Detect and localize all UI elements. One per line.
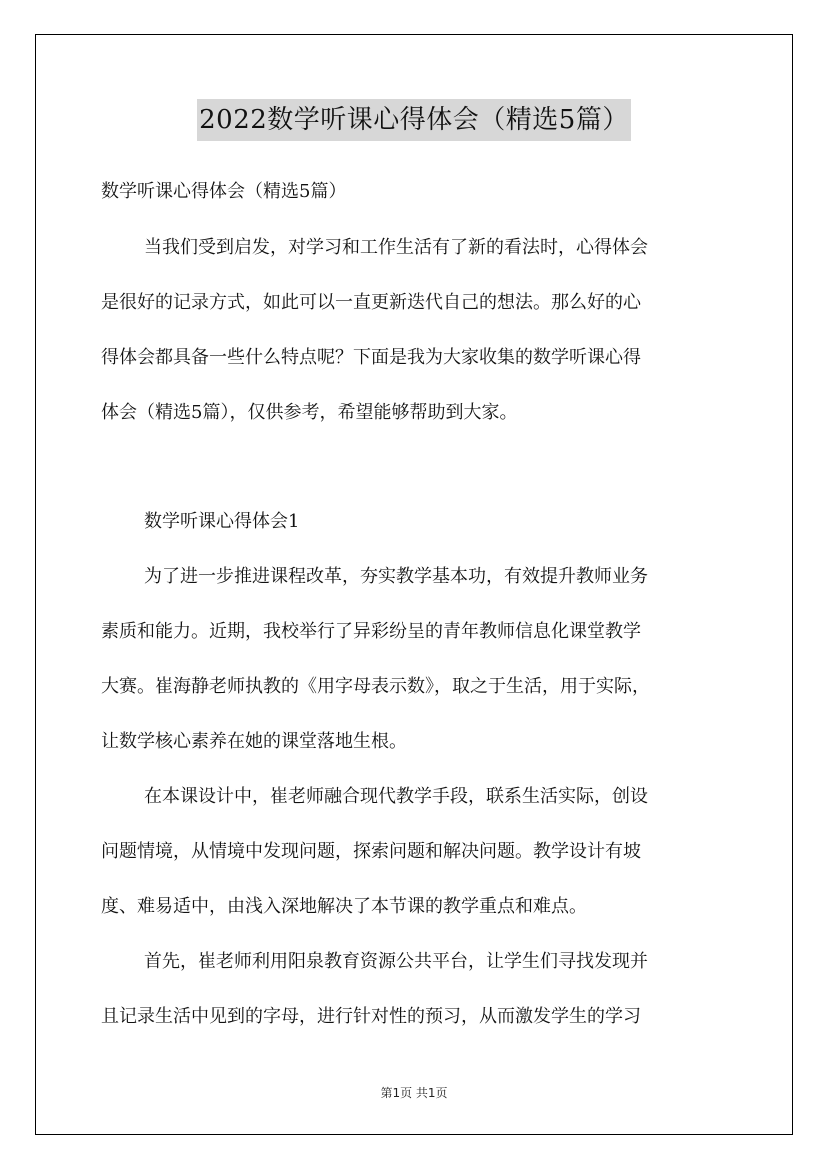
text-line: 度、难易适中，由浅入深地解决了本节课的教学重点和难点。: [101, 896, 587, 917]
text-line: 体会（精选5篇），仅供参考，希望能够帮助到大家。: [101, 402, 518, 423]
text-line: 让数学核心素养在她的课堂落地生根。: [101, 731, 407, 752]
text-line: 得体会都具备一些什么特点呢？下面是我为大家收集的数学听课心得: [101, 347, 641, 368]
text-line: 数学听课心得体会（精选5篇）: [101, 181, 347, 202]
text-line: 大赛。崔海静老师执教的《用字母表示数》，取之于生活，用于实际，: [101, 676, 650, 697]
text-line: 素质和能力。近期，我校举行了异彩纷呈的青年教师信息化课堂教学: [101, 621, 641, 642]
text-line: 在本课设计中，崔老师融合现代教学手段，联系生活实际，创设: [144, 786, 648, 807]
text-line: 且记录生活中见到的字母，进行针对性的预习，从而激发学生的学习: [101, 1006, 641, 1027]
section-heading: 数学听课心得体会1: [144, 511, 300, 532]
text-line: 是很好的记录方式，如此可以一直更新迭代自己的想法。那么好的心: [101, 292, 641, 313]
text-line: 当我们受到启发，对学习和工作生活有了新的看法时，心得体会: [144, 237, 648, 258]
document-page: [35, 34, 793, 1135]
title-container: [36, 99, 792, 141]
document-title: 2022数学听课心得体会（精选5篇）: [197, 99, 631, 141]
text-line: 问题情境，从情境中发现问题，探索问题和解决问题。教学设计有坡: [101, 841, 641, 862]
text-line: 为了进一步推进课程改革，夯实教学基本功，有效提升教师业务: [144, 566, 648, 587]
text-line: 首先，崔老师利用阳泉教育资源公共平台，让学生们寻找发现并: [144, 951, 648, 972]
page-footer: 第1页 共1页: [380, 1086, 448, 1100]
